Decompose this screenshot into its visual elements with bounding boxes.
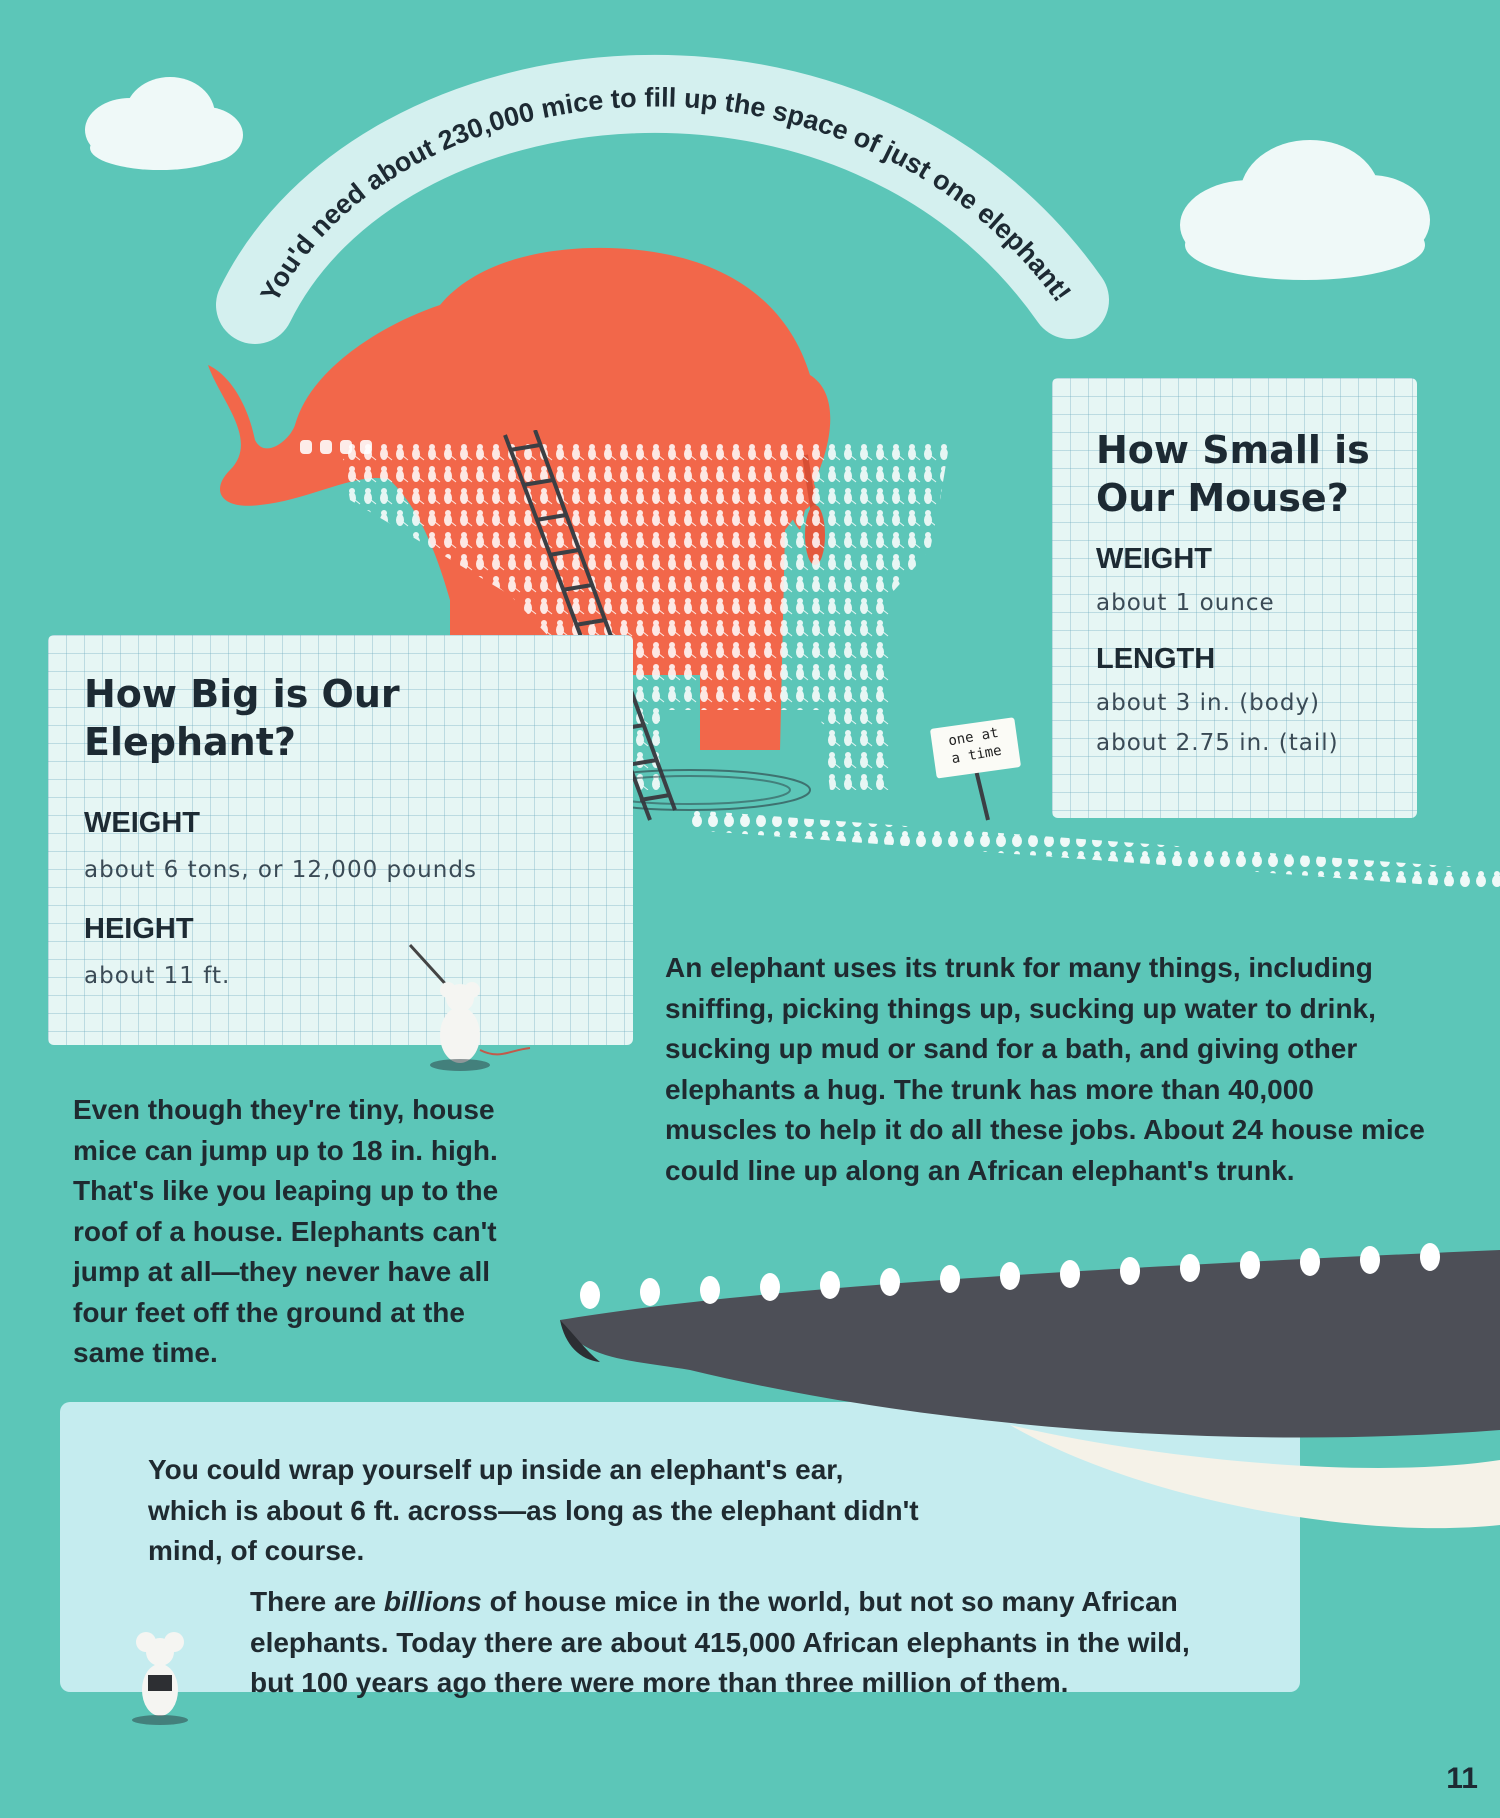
mice-line xyxy=(690,810,1500,900)
elephant-height-value: about 11 ft. xyxy=(84,963,231,989)
mouse-stats-card xyxy=(1052,378,1417,818)
mouse-length-label: LENGTH xyxy=(1096,643,1216,675)
mouse-weight-value: about 1 ounce xyxy=(1096,590,1275,616)
elephant-weight-label: WEIGHT xyxy=(84,807,200,839)
jump-line-2: mice can jump up to 18 in. high. xyxy=(73,1134,498,1166)
jump-line-7: same time. xyxy=(73,1337,218,1368)
trunk-line-3: sucking up mud or sand for a bath, and giving other xyxy=(665,1033,1358,1064)
trunk-line-6: could line up along an African elephant's trunk. xyxy=(665,1154,1295,1186)
ear-line-3: mind, of course. xyxy=(148,1535,365,1566)
trunk-line-1: An elephant uses its trunk for many things, including xyxy=(665,952,1373,983)
jump-line-3: That's like you leaping up to the xyxy=(73,1175,499,1206)
elephant-weight-value: about 6 tons, or 12,000 pounds xyxy=(84,857,477,883)
mouse-length-tail: about 2.75 in. (tail) xyxy=(1096,730,1339,756)
mouse-card-title xyxy=(1096,426,1370,522)
jump-line-4: roof of a house. Elephants can't xyxy=(73,1215,497,1247)
jump-line-5: jump at all—they never have all xyxy=(73,1256,491,1287)
trunk-line-4: elephants a hug. The trunk has more than 40,000 xyxy=(665,1073,1314,1105)
page-number: 11 xyxy=(1446,1762,1478,1795)
mouse-length-body: about 3 in. (body) xyxy=(1096,690,1321,716)
mouse-weight-label: WEIGHT xyxy=(1096,543,1212,575)
jump-line-1: Even though they're tiny, house xyxy=(73,1094,495,1125)
jump-line-6: four feet off the ground at the xyxy=(73,1296,465,1328)
population-line-2: elephants. Today there are about 415,000 African elephants in the wild, xyxy=(250,1626,1190,1658)
ear-line-2: which is about 6 ft. across—as long as the elephant didn't xyxy=(148,1494,919,1526)
mouse-with-pointer xyxy=(400,940,550,1080)
elephant-card-title-line-1: How Big is Our xyxy=(84,672,400,716)
trunk-line-5: muscles to help it do all these jobs. About 24 house mice xyxy=(665,1114,1425,1145)
banner-text-path: You'd need about 230,000 mice to fill up the space of just one elephant! xyxy=(254,82,1077,308)
mouse-card-title-line-2: Our Mouse? xyxy=(1096,476,1349,520)
banner-arc xyxy=(0,0,1500,400)
trunk-line-2: sniffing, picking things up, sucking up water to drink, xyxy=(665,992,1376,1024)
population-fact-text xyxy=(250,1582,1190,1704)
jump-fact-text xyxy=(73,1090,498,1374)
elephant-card-title xyxy=(84,670,400,766)
ear-fact-text xyxy=(148,1450,919,1572)
population-line-1-after: of house mice in the world, but not so many African xyxy=(481,1586,1178,1617)
population-emphasis: billions xyxy=(383,1586,482,1617)
elephant-card-title-line-2: Elephant? xyxy=(84,720,296,764)
reading-mouse xyxy=(120,1620,200,1730)
mouse-card-title-line-1: How Small is xyxy=(1096,428,1370,472)
elephant-height-label: HEIGHT xyxy=(84,913,194,945)
trunk-fact-text xyxy=(665,948,1425,1191)
sign-line-2: a time xyxy=(950,742,1003,768)
sign-line-1: one at xyxy=(947,724,1000,750)
population-line-3: but 100 years ago there were more than three million of them. xyxy=(250,1667,1069,1698)
ear-line-1: You could wrap yourself up inside an elephant's ear, xyxy=(148,1454,844,1485)
population-line-1-before: There are xyxy=(250,1586,384,1617)
